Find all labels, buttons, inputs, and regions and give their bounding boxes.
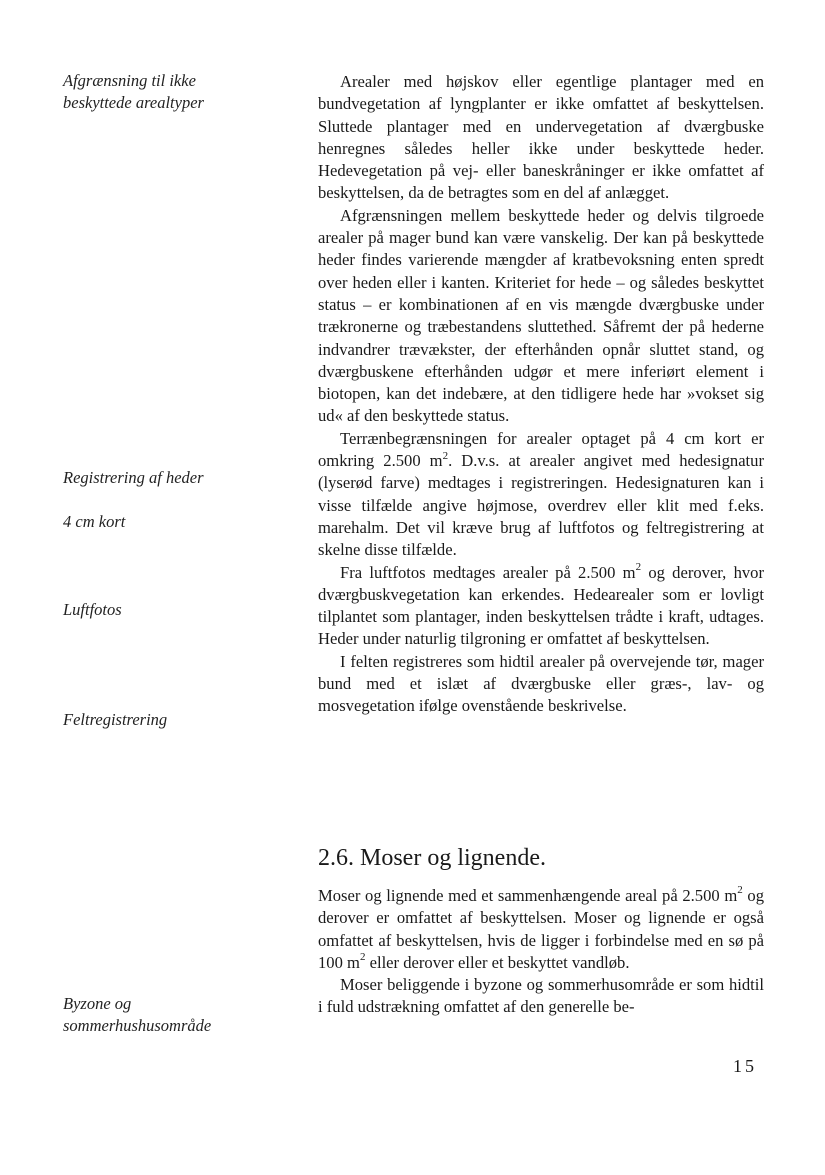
margin-note-line: Afgrænsning til ikke (63, 71, 196, 90)
text-run: Terrænbegrænsningen for arealer optaget på 4 cm kort er omkring 2.500 m (318, 428, 764, 471)
text-run: Fra luftfotos medtages arealer på 2.500 m (340, 562, 636, 582)
text-run: . D.v.s. at arealer angivet med hedesignatur (lyserød farve) medtages i registreringen. Hedesignaturen kan i visse tilfælde angive højmose, overdrev eller klit med f.eks. marehalm. Det vil kræve brug af luftfotos og feltregistrering at skelne disse tilfælde. (318, 451, 764, 560)
margin-note-luftfotos: Luftfotos (63, 600, 122, 619)
paragraph (318, 428, 764, 562)
paragraph (318, 562, 764, 651)
body-text-block-2 (318, 885, 764, 1019)
superscript: 2 (359, 951, 366, 964)
margin-note-4cm-kort: 4 cm kort (63, 512, 126, 531)
superscript: 2 (635, 561, 642, 573)
paragraph: I felten registreres som hidtil arealer på overvejende tør, mager bund med et islæt af dværgbuske eller græs-, lav- og mosvegetation ifølge ovenstående beskrivelse. (318, 651, 764, 716)
text-run: og derover er omfattet af beskyttelsen. Moser og lignende er også omfattet af beskyttelsen, hvis de ligger i forbindelse med en sø på 100 m (318, 886, 764, 972)
superscript: 2 (737, 884, 743, 897)
margin-note-line: sommerhushusområde (63, 1016, 212, 1035)
paragraph: Moser beliggende i byzone og sommerhusområde er som hidtil i fuld udstrækning omfattet af den generelle be- (318, 975, 764, 1017)
margin-note-line: beskyttede arealtyper (63, 93, 204, 112)
margin-note-afgraensning (63, 70, 263, 114)
paragraph: Afgrænsningen mellem beskyttede heder og delvis tilgroede arealer på mager bund kan være vanskelig. Der kan på beskyttede heder findes varierende mængder af kratbevoksning enten spredt over heden eller i kanten. Kriteriet for hede – og således beskyttet status – er kombinationen af en vis mængde dværgbuske under trækronerne og træbestandens sluttethed. Såfremt der på hederne indvandrer trævækster, der efterhånden opnår sluttet stand, og dværgbuskene efterhånden udgør et mere inferiørt element i biotopen, kan det indebære, at den tidligere hede har »vokset sig ud« af den beskyttede status. (318, 205, 764, 426)
section-title: 2.6. Moser og lignende. (318, 845, 546, 871)
margin-note-line: Byzone og (63, 994, 132, 1013)
margin-note-byzone (63, 993, 263, 1037)
text-run: Moser og lignende med et sammenhængende areal på 2.500 m (318, 886, 738, 905)
text-run: eller derover eller et beskyttet vandløb. (365, 952, 630, 972)
body-text-block-1 (318, 71, 764, 718)
text-run: og derover, hvor dværgbuskvegetation kan erkendes. Hedearealer som er lovligt tilplantet som plantager, inden beskyttelsen trådte i kraft, udtages. Heder under naturlig tilgroning er omfattet af beskyttelsen. (318, 562, 764, 649)
margin-note-feltregistrering: Feltregistrering (63, 710, 168, 729)
superscript: 2 (442, 449, 449, 462)
margin-note-registrering: Registrering af heder (63, 468, 204, 487)
page-number: 15 (733, 1056, 757, 1076)
paragraph (318, 885, 764, 974)
paragraph: Arealer med højskov eller egentlige plantager med en bundvegetation af lyngplanter er ikke omfattet af beskyttelsen. Sluttede plantager med en undervegetation af dværgbuske henregnes således heller ikke under beskyttede heder. Hedevegetation på vej- eller baneskråninger er ikke omfattet af beskyttelsen, da de betragtes som en del af anlægget. (318, 72, 764, 203)
